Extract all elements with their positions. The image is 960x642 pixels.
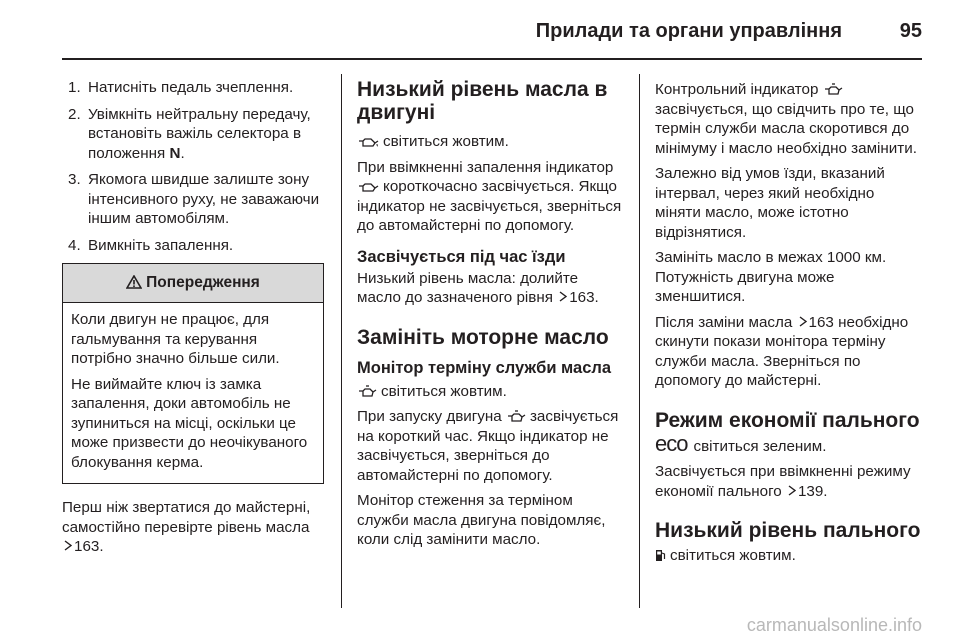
warning-triangle-icon [126,275,142,289]
watermark: carmanualsonline.info [746,615,922,635]
page-header [0,0,960,58]
step-number: 1. [68,79,81,96]
page-reference-icon [559,291,567,302]
column-divider-1 [341,74,342,608]
page-reference-icon [64,540,72,551]
column-middle [357,78,623,556]
paragraph: Контрольний індикатор засвічується, що свідчить про те, що термін служби масла скоротився до мінімуму і масло необхідно замінити. [655,81,917,157]
heading-eco-mode: Режим економії пального [655,408,920,432]
column-divider-2 [639,74,640,608]
list-item [62,78,324,98]
warning-body [63,303,323,483]
page-reference[interactable]: 163. [569,289,599,306]
paragraph: Після заміни масла 163 необхідно скинути покази монітора терміну служби масла. Зверніться по допомогу до майстерні. [655,313,909,389]
page-number: 95 [899,20,922,42]
paragraph: При ввімкненні запалення індикатор короткочасно засвічується. Якщо індикатор не засвічується, зверніться до автомайстерні по допомогу. [357,158,622,234]
heading-change-oil: Замініть моторне масло [357,325,609,349]
step-text: Увімкніть нейтральну передачу, встановіть важіль селектора в положення [88,105,311,162]
steps-list [62,78,324,255]
heading-low-oil: Низький рівень масла в двигуні [357,78,608,124]
oil-pressure-icon [357,136,379,148]
list-item [62,105,324,164]
paragraph: Засвічується при ввімкненні режиму економії пального 139. [655,463,911,500]
step-text: Натисніть педаль зчеплення. [88,79,294,96]
page-reference[interactable]: 163. [74,538,104,555]
step-number: 2. [68,105,81,123]
paragraph: світиться жовтим. [357,382,623,402]
paragraph: світиться жовтим. [357,132,623,152]
paragraph: eco світиться зеленим. [655,430,827,456]
oil-pressure-icon [357,181,379,193]
warning-header [63,264,323,303]
page-reference[interactable]: 139. [797,482,828,500]
column-left [62,78,324,563]
heading-while-driving: Засвічується під час їзди [357,247,566,266]
fuel-pump-icon [655,549,666,562]
paragraph: Перш ніж звертатися до майстерні, самостійно перевірте рівень масла 163. [62,499,311,555]
warning-paragraph: Коли двигун не працює, для гальмування та керування потрібно значно більше сили. [71,311,280,367]
paragraph: Залежно від умов їзди, вказаний інтервал, через який необхідно міняти масло, може істотно відрізнятися. [655,165,885,241]
paragraph: Низький рівень масла: долийте масло до зазначеного рівня 163. [357,269,599,306]
step-number: 3. [68,171,81,188]
page-reference-icon [799,316,807,327]
heading-oil-monitor: Монітор терміну служби масла [357,358,612,377]
warning-title: Попередження [146,274,260,291]
warning-box [62,263,324,484]
oil-change-icon [506,410,526,423]
paragraph: світиться жовтим. [655,546,922,566]
paragraph: Монітор стеження за терміном служби масла двигуна повідомляє, коли слід замінити масло. [357,492,606,548]
gear-position: N [169,144,181,162]
page-title: Прилади та органи управління [535,20,842,42]
eco-indicator-icon: eco [655,430,688,456]
list-item [62,236,324,256]
page-reference-icon [788,485,796,496]
step-number: 4. [68,236,81,254]
paragraph: Замініть масло в межах 1000 км. Потужність двигуна може зменшитися. [655,249,887,305]
step-text-end: . [180,144,185,162]
header-divider [62,58,922,60]
list-item [62,170,324,229]
step-text: Вимкніть запалення. [88,236,234,254]
warning-paragraph: Не виймайте ключ із замка запалення, доки автомобіль не зупиниться на місці, оскільки це може призвести до неочікуваного блокування керма. [71,375,308,471]
paragraph: При запуску двигуна засвічується на короткий час. Якщо індикатор не засвічується, зверніться до автомайстерні по допомогу. [357,408,619,484]
oil-change-icon [823,83,843,96]
column-right [655,80,922,572]
oil-change-icon [357,385,377,398]
step-text: Якомога швидше залиште зону інтенсивного руху, не заважаючи іншим автомобілям. [88,171,320,227]
heading-low-fuel: Низький рівень пального [655,519,921,542]
page-reference[interactable]: 163 [808,313,834,331]
